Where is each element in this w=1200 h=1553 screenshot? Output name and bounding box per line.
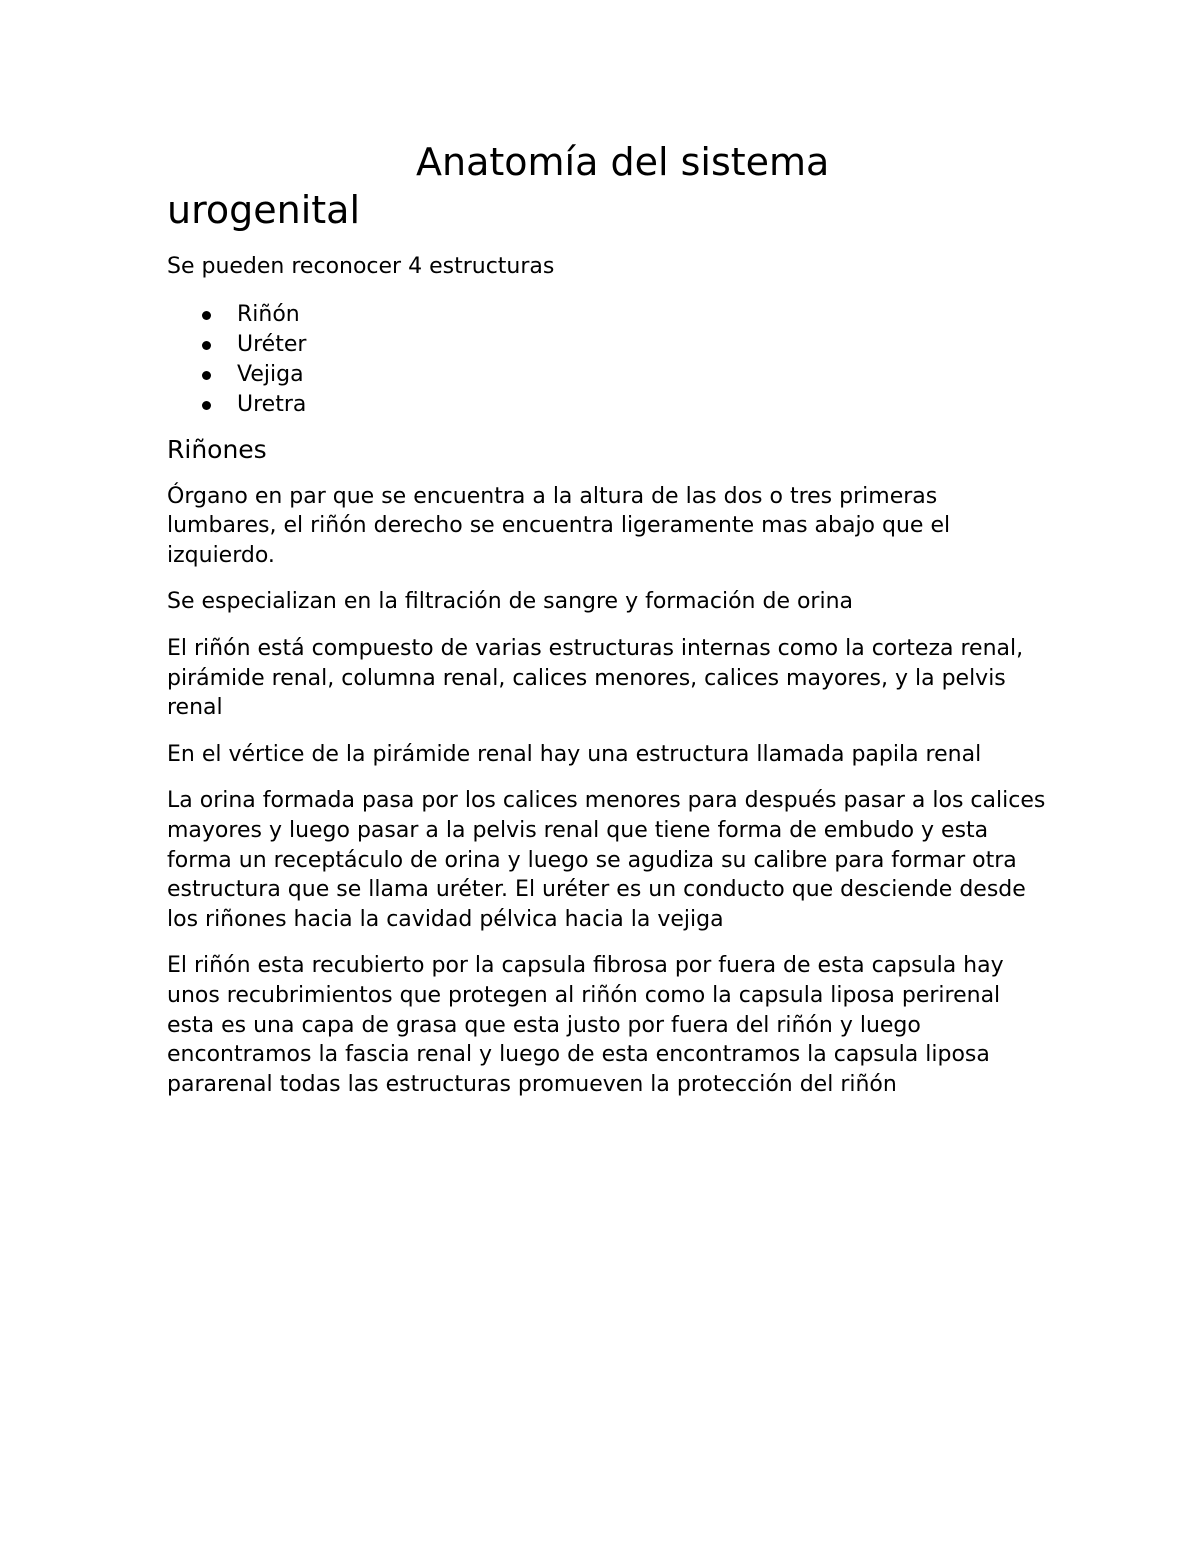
list-item-label: Uretra	[237, 391, 307, 417]
list-item	[167, 390, 1047, 420]
list-item-label: Vejiga	[237, 361, 304, 387]
document-page	[167, 138, 1047, 1116]
structures-list	[167, 300, 1047, 420]
list-item	[167, 300, 1047, 330]
list-item	[167, 360, 1047, 390]
intro-text: Se pueden reconocer 4 estructuras	[167, 254, 555, 279]
paragraph-urine-flow: La orina formada pasa por los calices menores para después pasar a los calices mayores y luego pasar a la pelvis renal que tiene forma de embudo y esta forma un receptáculo de orina y luego se agudiza su calibre para formar otra estructura que se llama uréter. El uréter es un conducto que desciende desde los riñones hacia la cavidad pélvica hacia la vejiga	[167, 788, 1046, 932]
bullet-icon	[202, 341, 211, 350]
list-item-label: Uréter	[237, 331, 307, 357]
paragraph-capsule: El riñón esta recubierto por la capsula fibrosa por fuera de esta capsula hay unos recubrimientos que protegen al riñón como la capsula liposa perirenal esta es una capa de grasa que esta justo por fuera del riñón y luego encontramos la fascia renal y luego de esta encontramos la capsula liposa pararenal todas las estructuras promueven la protección del riñón	[167, 953, 1004, 1097]
document-title	[167, 138, 1047, 234]
paragraph-function: Se especializan en la filtración de sangre y formación de orina	[167, 589, 854, 615]
list-item-label: Riñón	[237, 301, 300, 327]
list-item	[167, 330, 1047, 360]
paragraph-papilla: En el vértice de la pirámide renal hay una estructura llamada papila renal	[167, 741, 982, 767]
title-line-1: Anatomía del sistema	[416, 140, 830, 184]
bullet-icon	[202, 311, 211, 320]
paragraph-structure: El riñón está compuesto de varias estructuras internas como la corteza renal, pirámide renal, columna renal, calices menores, calices mayores, y la pelvis renal	[167, 635, 1024, 721]
bullet-icon	[202, 371, 211, 380]
section-heading: Riñones	[167, 434, 267, 464]
paragraph-location: Órgano en par que se encuentra a la altura de las dos o tres primeras lumbares, el riñón derecho se encuentra ligeramente mas abajo que el izquierdo.	[167, 483, 951, 568]
title-line-2: urogenital	[167, 188, 361, 232]
bullet-icon	[202, 401, 211, 410]
